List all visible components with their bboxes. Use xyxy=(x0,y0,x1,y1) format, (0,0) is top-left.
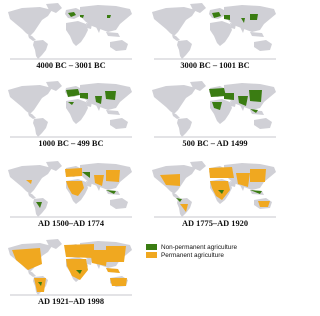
period-caption: AD 1500–AD 1774 xyxy=(37,219,105,228)
world-map xyxy=(146,160,284,218)
world-map xyxy=(2,80,140,138)
agriculture-region xyxy=(249,90,262,102)
world-map xyxy=(2,2,140,60)
agriculture-region xyxy=(105,91,116,100)
period-caption: 1000 BC – 499 BC xyxy=(38,139,104,148)
world-map xyxy=(146,2,284,60)
agriculture-region xyxy=(90,250,108,266)
period-caption: 4000 BC – 3001 BC xyxy=(36,61,106,70)
agriculture-region xyxy=(209,88,226,97)
period-caption: 500 BC – AD 1499 xyxy=(182,139,248,148)
world-map xyxy=(2,160,140,218)
agriculture-region xyxy=(65,168,82,177)
agriculture-region xyxy=(106,170,120,182)
world-map xyxy=(2,238,140,296)
agriculture-region xyxy=(224,93,234,100)
legend-swatch xyxy=(146,244,157,250)
legend-label: Permanent agriculture xyxy=(161,251,224,259)
agriculture-region xyxy=(236,173,250,187)
agriculture-region xyxy=(64,244,94,258)
period-caption: AD 1921–AD 1998 xyxy=(37,297,105,306)
agriculture-region xyxy=(110,278,127,286)
period-caption: AD 1775–AD 1920 xyxy=(181,219,249,228)
agriculture-region xyxy=(66,259,88,280)
map-panel-4 xyxy=(146,80,284,148)
agriculture-region xyxy=(12,248,42,270)
map-legend xyxy=(146,243,284,259)
map-panel-6 xyxy=(146,160,284,228)
map-panel-7 xyxy=(2,238,140,306)
agriculture-region xyxy=(250,169,266,182)
agriculture-region xyxy=(258,201,270,207)
agriculture-region xyxy=(224,15,230,20)
legend-item-non-permanent xyxy=(146,243,284,251)
world-map xyxy=(146,80,284,138)
legend-item-permanent xyxy=(146,251,284,259)
legend-label: Non-permanent agriculture xyxy=(161,243,238,251)
map-panel-5 xyxy=(2,160,140,228)
map-panel-2 xyxy=(146,2,284,70)
agriculture-region xyxy=(106,246,126,262)
legend-swatch xyxy=(146,252,157,258)
agriculture-region xyxy=(250,14,258,20)
map-panel-3 xyxy=(2,80,140,148)
agriculture-region xyxy=(209,167,234,178)
map-panel-1 xyxy=(2,2,140,70)
agriculture-region xyxy=(106,268,120,273)
period-caption: 3000 BC – 1001 BC xyxy=(180,61,250,70)
agriculture-region xyxy=(66,89,80,97)
agriculture-region xyxy=(80,93,88,99)
